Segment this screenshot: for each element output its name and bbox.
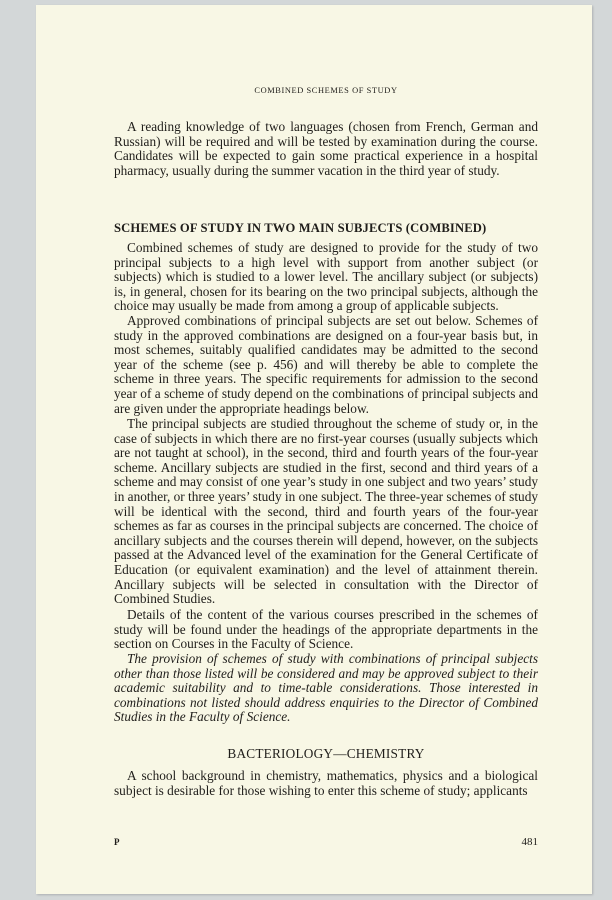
running-head: COMBINED SCHEMES OF STUDY — [254, 86, 398, 95]
section-heading: SCHEMES OF STUDY IN TWO MAIN SUBJECTS (COMBINED) — [114, 221, 487, 235]
section-paragraph: Combined schemes of study are designed to provide for the study of two principal subjects to a high level with support from another subject (or subjects) which is studied to a lower level. The ancillary subject (or subjects) is, in general, chosen for its bearing on the two principal subjects, although the choice may usually be made from among a group of applicable subjects. — [114, 240, 538, 314]
subsection-heading: BACTERIOLOGY—CHEMISTRY — [227, 746, 425, 761]
subsection-paragraph: A school background in chemistry, mathematics, physics and a biological subject is desirable for those wishing to enter this scheme of study; applicants — [114, 768, 538, 798]
section-paragraph: Approved combinations of principal subjects are set out below. Schemes of study in the approved combinations are designed on a four-year basis but, in most schemes, suitably qualified candidates may be admitted to the second year of the scheme (see p. 456) and will thereby be able to complete the scheme in three years. The specific requirements for admission to the second year of a scheme of study depend on the combinations of principal subjects and are given under the appropriate headings below. — [114, 313, 538, 416]
italic-note: The provision of schemes of study with combinations of principal subjects other than those listed will be considered and may be approved subject to their academic suitability and to time-table considerations. Those interested in combinations not listed should address enquiries to the Director of Combined Studies in the Faculty of Science. — [114, 651, 538, 725]
document-page — [36, 5, 592, 894]
intro-paragraph: A reading knowledge of two languages (chosen from French, German and Russian) will be required and will be tested by examination during the course. Candidates will be expected to gain some practical experience in a hospital pharmacy, usually during the summer vacation in the third year of study. — [114, 119, 538, 178]
section-paragraph: The principal subjects are studied throughout the scheme of study or, in the case of subjects in which there are no first-year courses (usually subjects which are not taught at school), in the second, third and fourth years of the four-year scheme. Ancillary subjects are studied in the first, second and third years of a scheme and may consist of one year’s study in one subject and two years’ study in another, or three years’ study in one subject. The three-year schemes of study will be identical with the second, third and fourth years of the four-year schemes as far as courses in the principal subjects are concerned. The choice of ancillary subjects and the courses therein will depend, however, on the subjects passed at the Advanced level of the examination for the General Certificate of Education (or equivalent examination) and the level of attainment therein. Ancillary subjects will be selected in consultation with the Director of Combined Studies. — [114, 416, 538, 607]
signature-mark: P — [114, 837, 120, 847]
page-number: 481 — [521, 836, 538, 848]
section-paragraph: Details of the content of the various courses prescribed in the schemes of study will be found under the headings of the appropriate departments in the section on Courses in the Faculty of Science. — [114, 607, 538, 652]
